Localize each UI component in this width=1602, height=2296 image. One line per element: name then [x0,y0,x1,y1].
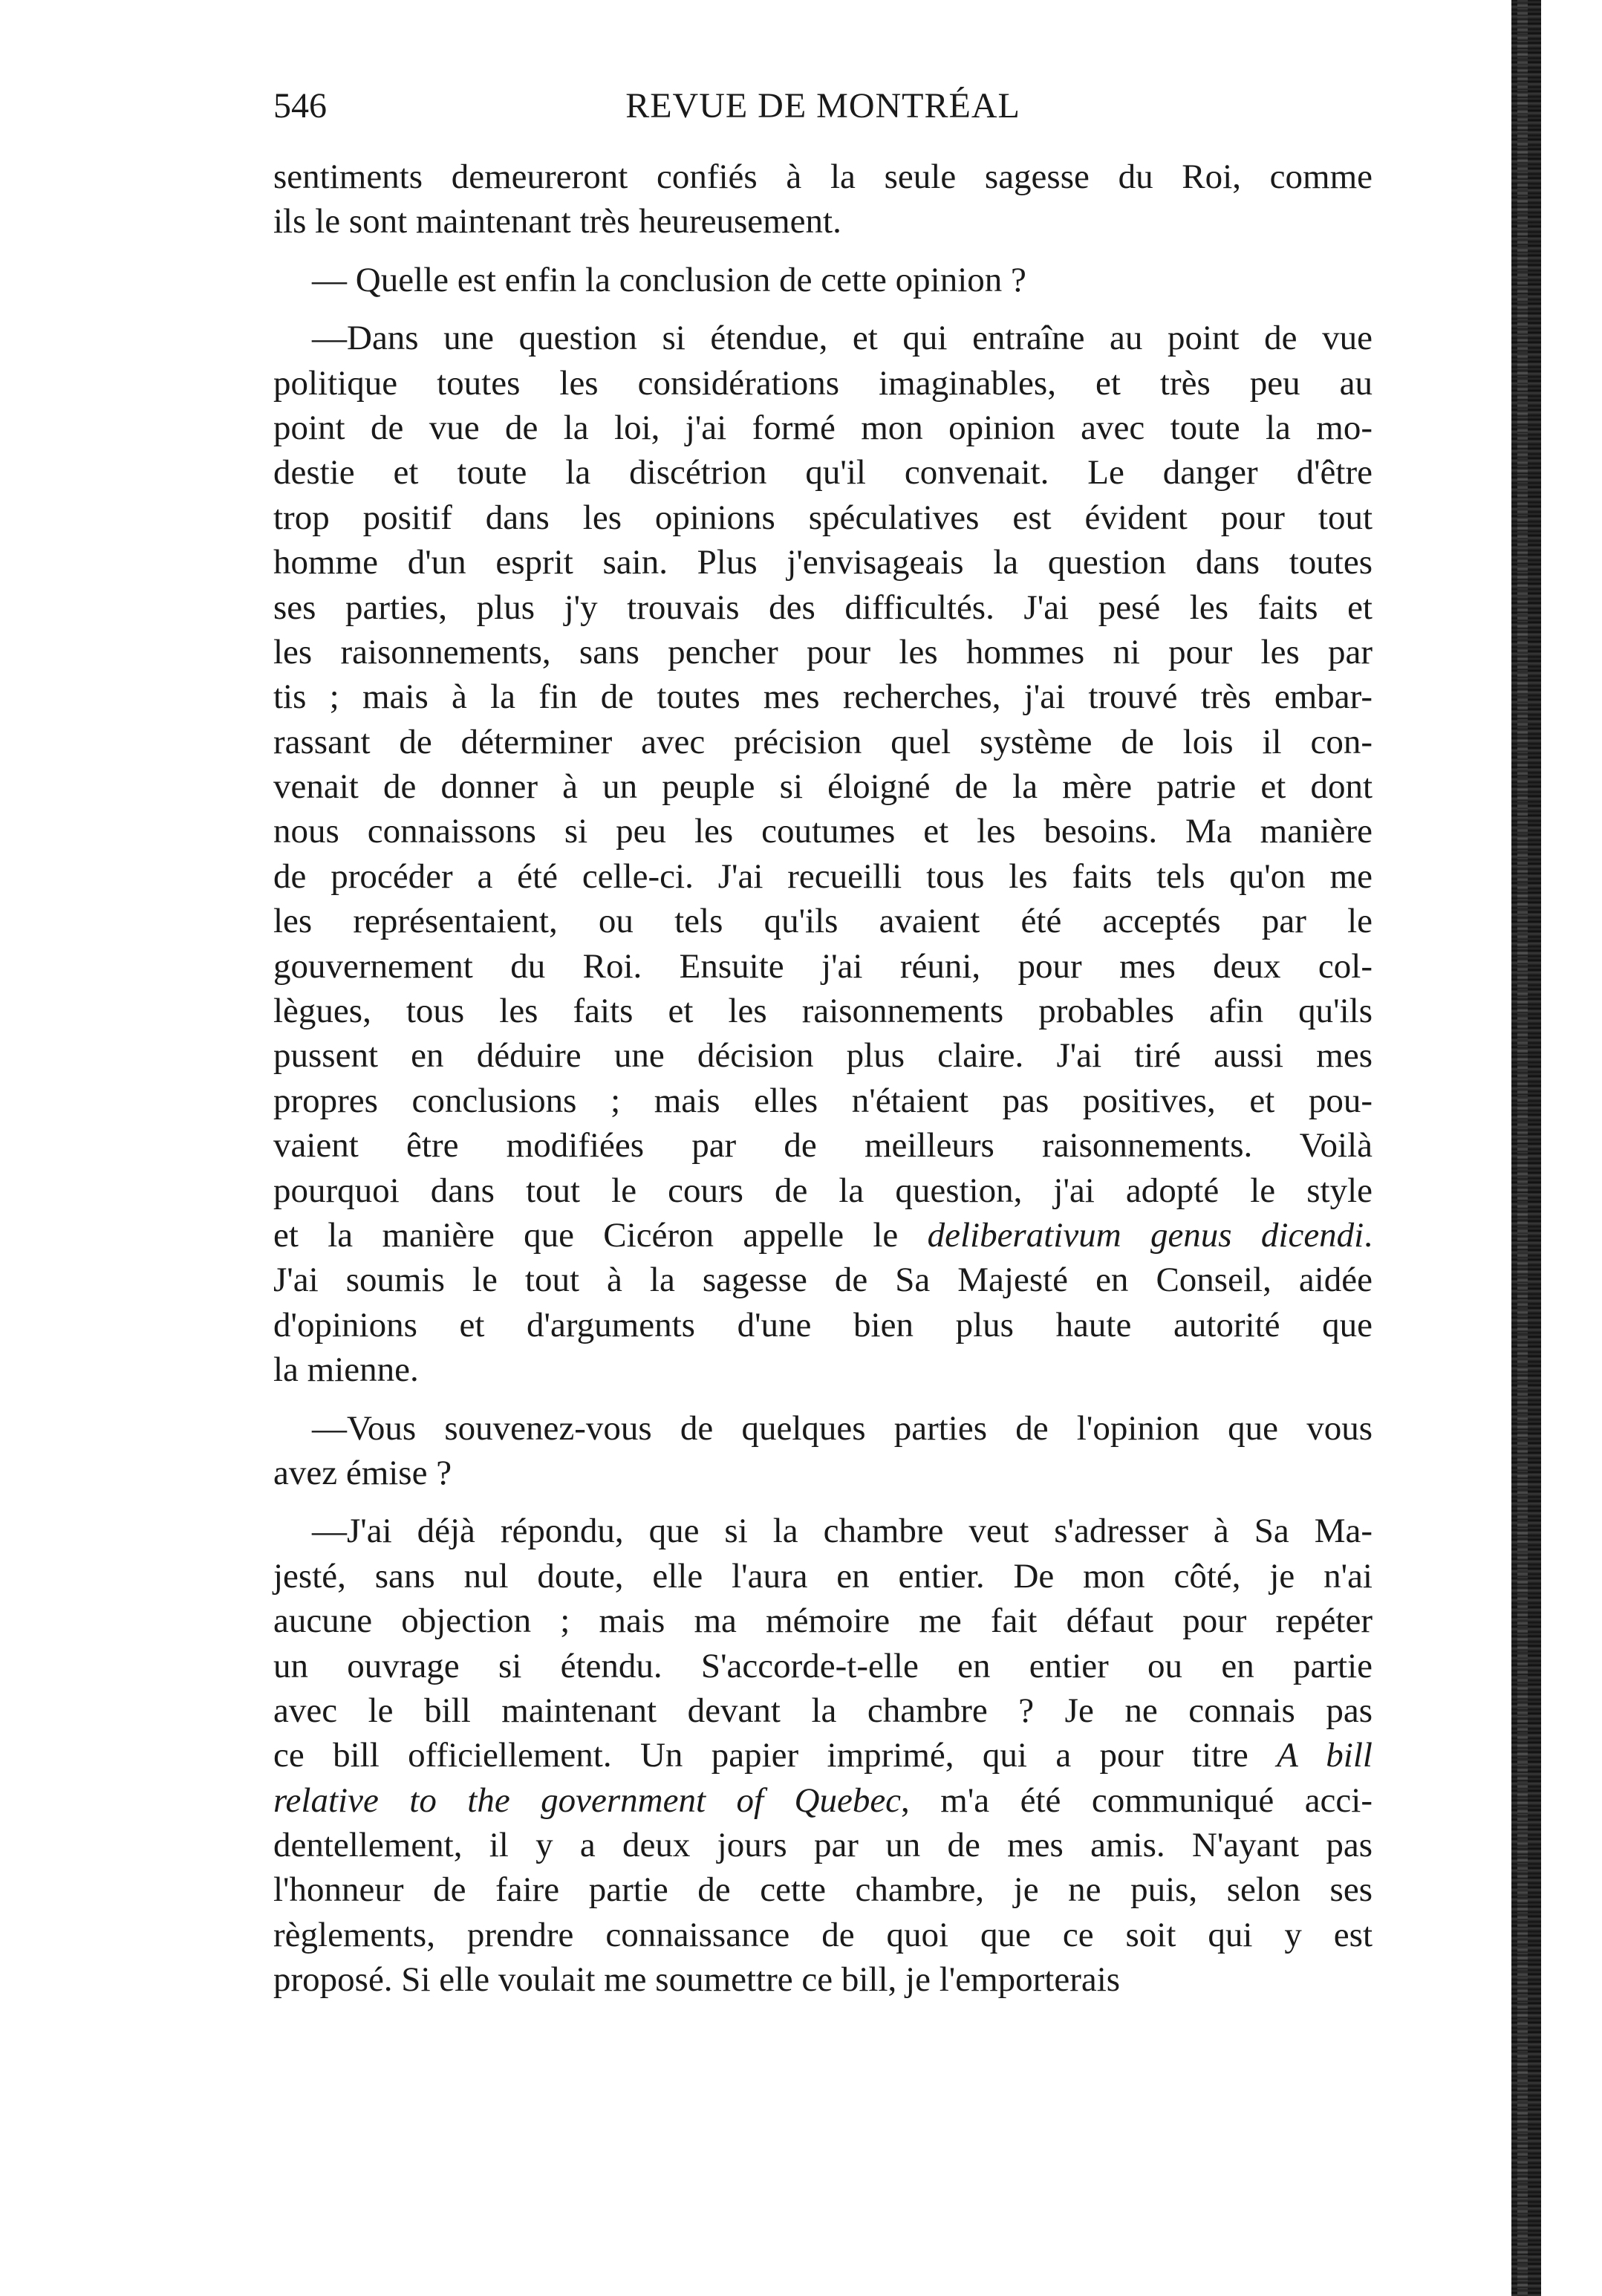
text-line: l'honneur de faire partie de cette chambre, je ne puis, selon ses [273,1870,1373,1910]
text-line: de procéder a été celle-ci. J'ai recueilli tous les faits tels qu'on me [273,856,1373,896]
text-line: dentellement, il y a deux jours par un de mes amis. N'ayant pas [273,1826,1373,1865]
text-line: pourquoi dans tout le cours de la question, j'ai adopté le style [273,1171,1373,1210]
text-line: venait de donner à un peuple si éloigné de la mère patrie et dont [273,767,1373,807]
text-line: les raisonnements, sans pencher pour les hommes ni pour les par [273,632,1373,671]
text-line: point de vue de la loi, j'ai formé mon opinion avec toute la mo- [273,408,1373,447]
text-line: tis ; mais à la fin de toutes mes recherches, j'ai trouvé très embar- [273,677,1373,717]
text-line: gouvernement du Roi. Ensuite j'ai réuni, pour mes deux col- [273,946,1373,986]
text-line: ils le sont maintenant très heureusement. [273,202,841,241]
text-line: sentiments demeureront confiés à la seule sagesse du Roi, comme [273,157,1373,196]
paragraph-gap [273,302,1373,316]
scanned-page-edge-texture [1517,0,1528,2296]
text-line: —Dans une question si étendue, et qui entraîne au point de vue [312,319,1373,358]
paragraph [273,258,1373,302]
text-line: trop positif dans les opinions spéculatives est évident pour tout [273,498,1373,537]
page-header [273,80,1373,132]
body-text [273,155,1373,2003]
text-line: et la manière que Cicéron appelle le deliberativum genus dicendi. [273,1215,1373,1255]
text-line: avec le bill maintenant devant la chambre ? Je ne connais pas [273,1691,1373,1730]
paragraph [273,316,1373,1392]
paragraph [273,155,1373,244]
text-line: vaient être modifiées par de meilleurs raisonnements. Voilà [273,1126,1373,1165]
text-line: aucune objection ; mais ma mémoire me fait défaut pour repéter [273,1601,1373,1641]
text-line: politique toutes les considérations imaginables, et très peu au [273,363,1373,403]
paragraph-gap [273,1393,1373,1406]
paragraph [273,1509,1373,2002]
text-line: les représentaient, ou tels qu'ils avaient été acceptés par le [273,902,1373,941]
text-line: avez émise ? [273,1453,452,1492]
text-line: J'ai soumis le tout à la sagesse de Sa Majesté en Conseil, aidée [273,1261,1373,1300]
text-line: règlements, prendre connaissance de quoi que ce soit qui y est [273,1915,1373,1954]
text-line: la mienne. [273,1350,419,1390]
page-number: 546 [273,86,327,126]
text-line: —J'ai déjà répondu, que si la chambre veut s'adresser à Sa Ma- [312,1512,1373,1551]
text-line: —Vous souvenez-vous de quelques parties de l'opinion que vous [312,1408,1373,1448]
text-line: destie et toute la discétrion qu'il convenait. Le danger d'être [273,453,1373,492]
text-line: nous connaissons si peu les coutumes et les besoins. Ma manière [273,812,1373,851]
paragraph-gap [273,244,1373,258]
paragraph [273,1406,1373,1496]
text-line: homme d'un esprit sain. Plus j'envisageais la question dans toutes [273,543,1373,582]
running-head: REVUE DE MONTRÉAL [625,86,1020,126]
paragraph-gap [273,1495,1373,1509]
text-line: lègues, tous les faits et les raisonnements probables afin qu'ils [273,992,1373,1031]
text-line: ses parties, plus j'y trouvais des difficultés. J'ai pesé les faits et [273,588,1373,627]
text-line: relative to the government of Quebec, m'a été communiqué acci- [273,1780,1373,1820]
text-line: ce bill officiellement. Un papier imprimé, qui a pour titre A bill [273,1736,1373,1775]
text-line: d'opinions et d'arguments d'une bien plus haute autorité que [273,1305,1373,1344]
text-line: jesté, sans nul doute, elle l'aura en entier. De mon côté, je n'ai [273,1556,1373,1596]
text-line: un ouvrage si étendu. S'accorde-t-elle en entier ou en partie [273,1646,1373,1685]
text-line: proposé. Si elle voulait me soumettre ce bill, je l'emporterais [273,1960,1121,2000]
text-line: — Quelle est enfin la conclusion de cette opinion ? [312,260,1026,299]
text-line: pussent en déduire une décision plus claire. J'ai tiré aussi mes [273,1036,1373,1076]
text-line: propres conclusions ; mais elles n'étaient pas positives, et pou- [273,1081,1373,1120]
text-line: rassant de déterminer avec précision quel système de lois il con- [273,722,1373,761]
